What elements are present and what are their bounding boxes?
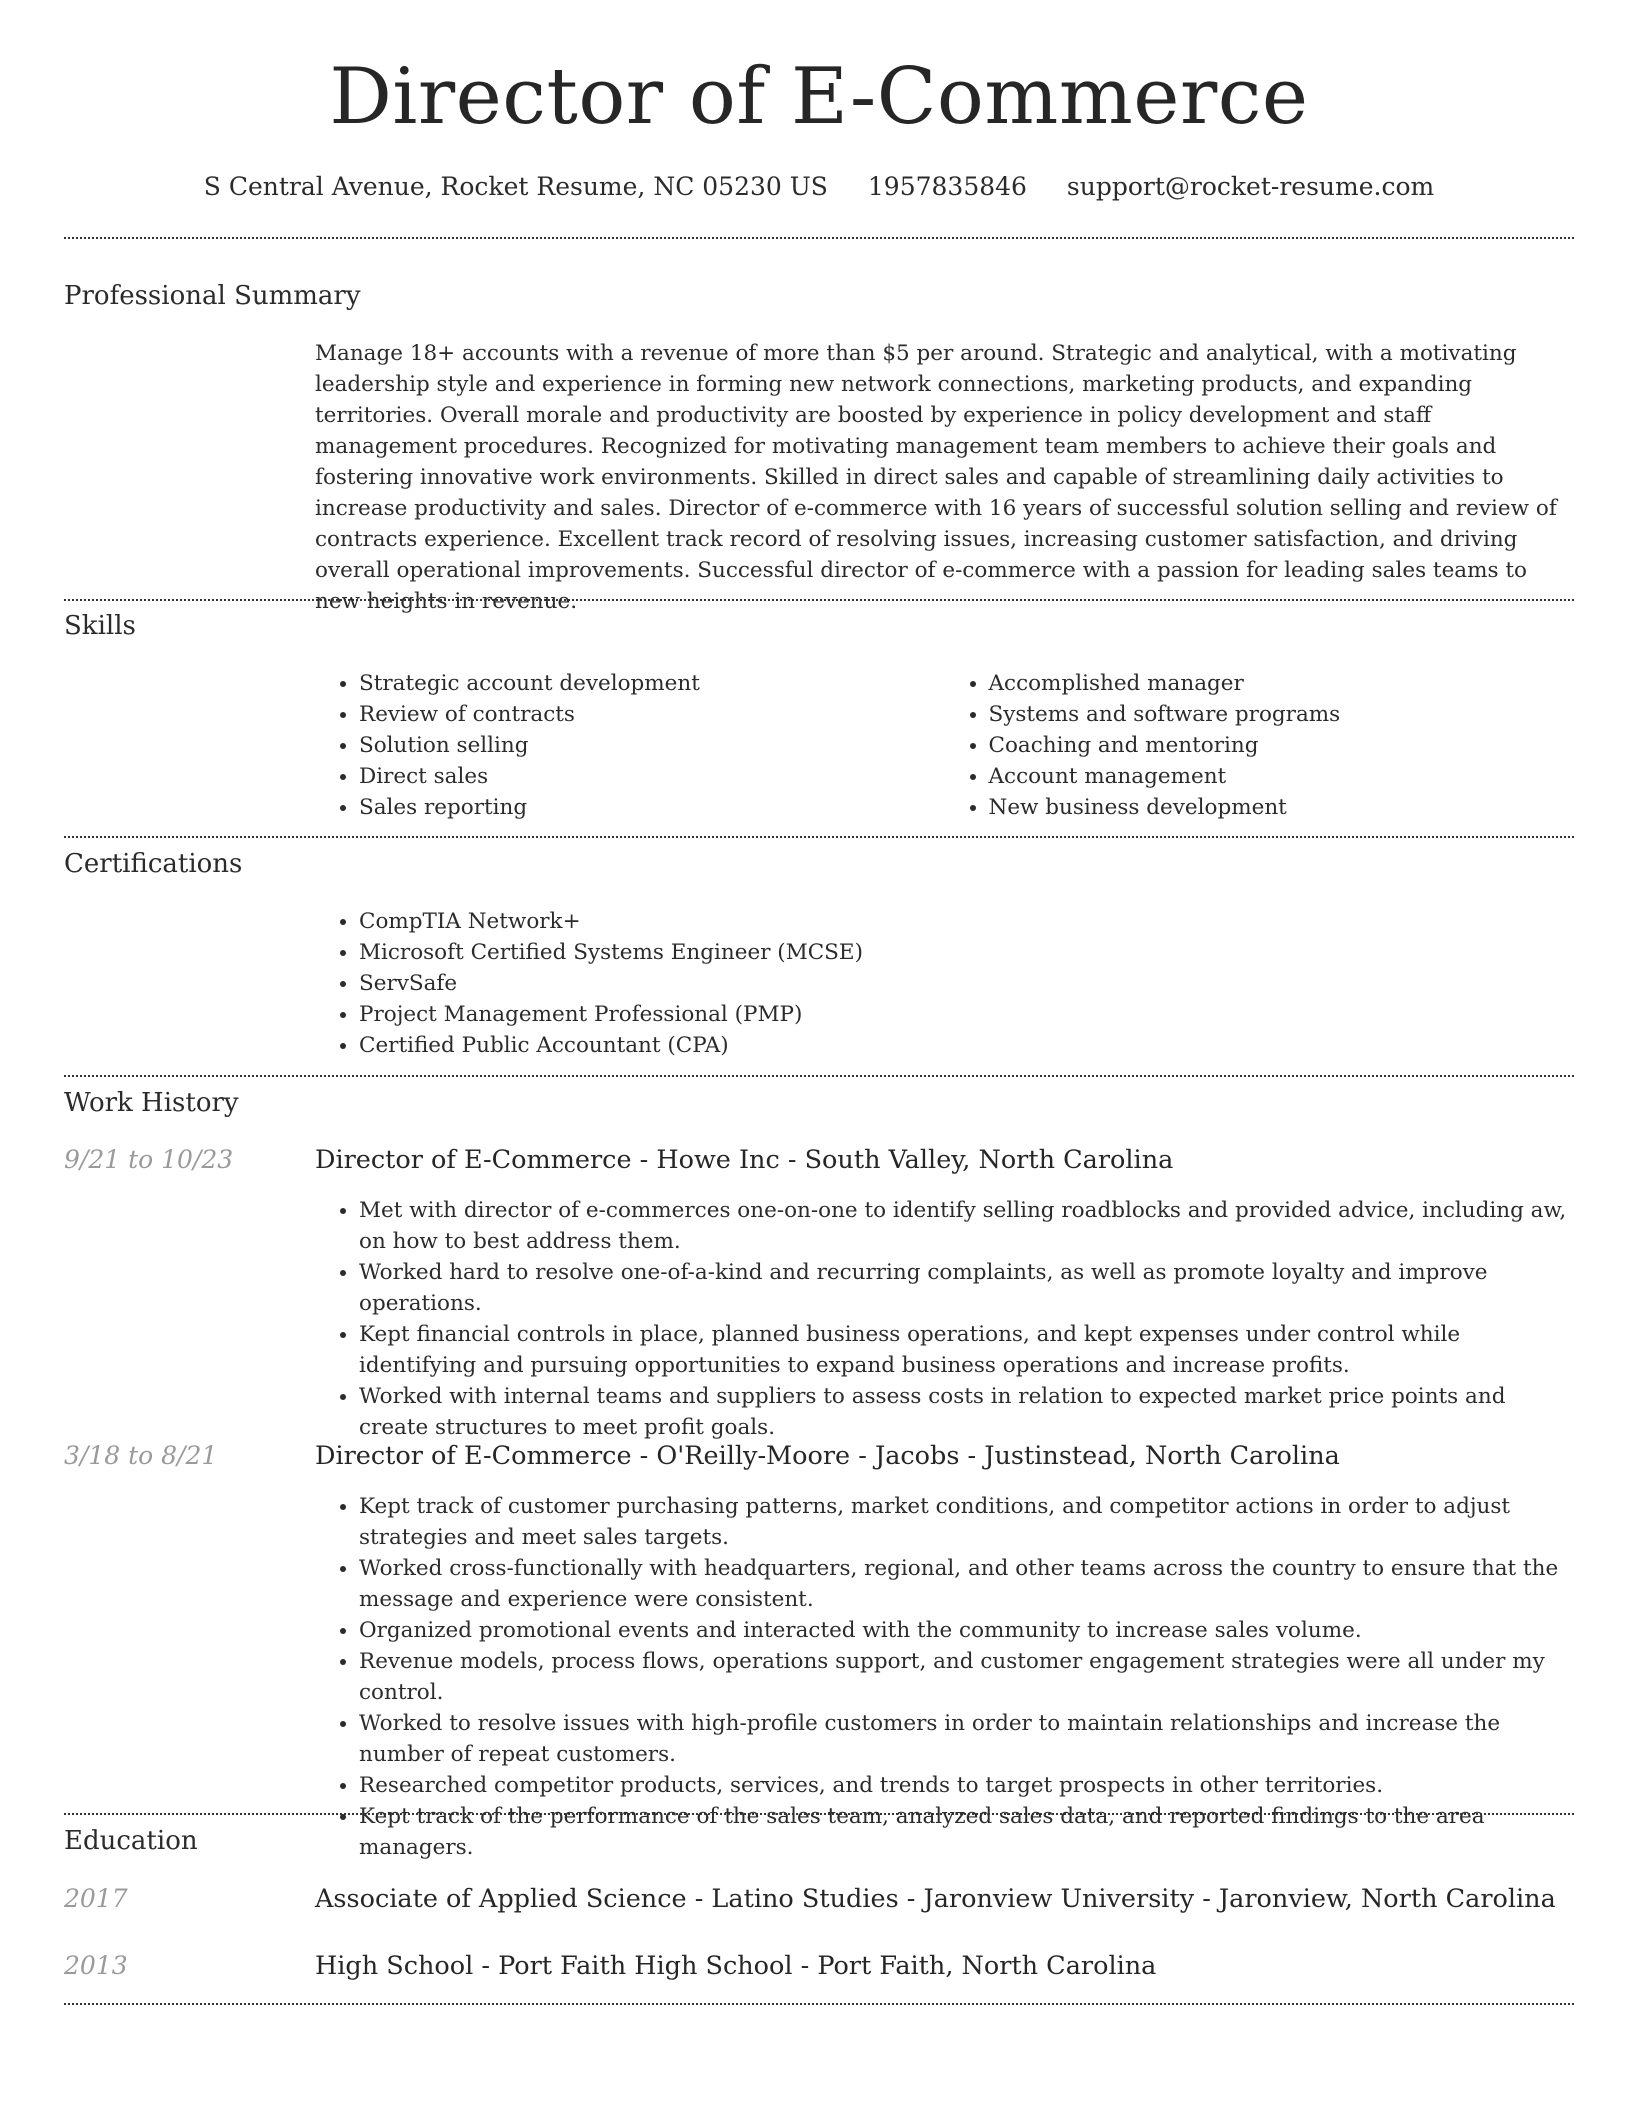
job-bullet: • Organized promotional events and interacted with the community to increase sales volume.: [359, 1615, 1574, 1646]
job-bullet: • Worked to resolve issues with high-profile customers in order to maintain relationships and increase the number of repeat customers.: [359, 1708, 1574, 1770]
job-bullet: • Kept track of customer purchasing patterns, market conditions, and competitor actions in order to adjust strategies and meet sales targets.: [359, 1491, 1574, 1553]
education-year: 2017: [64, 1884, 128, 1913]
contact-line: [64, 172, 1574, 201]
certification-item: • CompTIA Network+: [359, 906, 1574, 937]
contact-phone: 1957835846: [867, 172, 1027, 201]
certification-item: • Project Management Professional (PMP): [359, 999, 1574, 1030]
skills-list-right: [945, 668, 1575, 823]
certifications-section: [315, 906, 1574, 1061]
divider: [64, 599, 1574, 601]
job-bullet: • Researched competitor products, services, and trends to target prospects in other territories.: [359, 1770, 1574, 1801]
skill-item: • New business development: [989, 792, 1575, 823]
job-heading: Director of E-Commerce - O'Reilly-Moore - Jacobs - Justinstead, North Carolina: [315, 1441, 1340, 1471]
job-details: [315, 1195, 1574, 1443]
divider: [64, 836, 1574, 838]
job-heading: Director of E-Commerce - Howe Inc - South Valley, North Carolina: [315, 1145, 1174, 1175]
skill-item: • Direct sales: [359, 761, 945, 792]
skill-item: • Account management: [989, 761, 1575, 792]
education-degree: High School: [315, 1951, 474, 1981]
summary-section: [315, 338, 1574, 617]
divider: [64, 1813, 1574, 1815]
certification-item: • Certified Public Accountant (CPA): [359, 1030, 1574, 1061]
job-bullet: • Kept track of the performance of the sales team, analyzed sales data, and reported findings to the area managers.: [359, 1801, 1574, 1863]
work-history-heading: Work History: [64, 1088, 239, 1118]
job-bullet: • Met with director of e-commerces one-on-one to identify selling roadblocks and provided advice, including aw, on how to best address them.: [359, 1195, 1574, 1257]
job-bullet: • Revenue models, process flows, operations support, and customer engagement strategies were all under my control.: [359, 1646, 1574, 1708]
certifications-heading: Certifications: [64, 849, 243, 879]
job-dates: 3/18 to 8/21: [64, 1441, 218, 1470]
job-bullet: • Worked cross-functionally with headquarters, regional, and other teams across the country to ensure that the message and experience were consistent.: [359, 1553, 1574, 1615]
job-bullet: • Worked with internal teams and suppliers to assess costs in relation to expected market price points and create structures to meet profit goals.: [359, 1381, 1574, 1443]
skill-item: • Sales reporting: [359, 792, 945, 823]
skill-item: • Strategic account development: [359, 668, 945, 699]
education-entry: [315, 1884, 1556, 1914]
divider: [64, 1075, 1574, 1077]
education-detail: - Latino Studies - Jaronview University - Jaronview, North Carolina: [686, 1884, 1556, 1914]
summary-text: Manage 18+ accounts with a revenue of more than $5 per around. Strategic and analytical, with a motivating leadership style and experience in forming new network connections, marketing products, and expanding territories. Overall morale and productivity are boosted by experience in policy development and staff management procedures. Recognized for motivating management team members to achieve their goals and fostering innovative work environments. Skilled in direct sales and capable of streamlining daily activities to increase productivity and sales. Director of e-commerce with 16 years of successful solution selling and review of contracts experience. Excellent track record of resolving issues, increasing customer satisfaction, and driving overall operational improvements. Successful director of e-commerce with a passion for leading sales teams to new heights in revenue.: [315, 341, 1557, 614]
education-detail: - Port Faith High School - Port Faith, North Carolina: [473, 1951, 1157, 1981]
skills-list-left: [315, 668, 945, 823]
education-entry: [315, 1951, 1156, 1981]
education-heading: Education: [64, 1826, 198, 1856]
certifications-list: [315, 906, 1574, 1061]
summary-heading: Professional Summary: [64, 281, 361, 311]
job-bullets: [315, 1195, 1574, 1443]
job-details: [315, 1491, 1574, 1863]
divider: [64, 2003, 1574, 2005]
job-bullet: • Worked hard to resolve one-of-a-kind and recurring complaints, as well as promote loyalty and improve operations.: [359, 1257, 1574, 1319]
contact-address: S Central Avenue, Rocket Resume, NC 05230 US: [203, 172, 828, 201]
job-bullets: [315, 1491, 1574, 1863]
contact-email: support@rocket-resume.com: [1066, 172, 1435, 201]
skill-item: • Systems and software programs: [989, 699, 1575, 730]
education-year: 2013: [64, 1951, 128, 1980]
job-dates: 9/21 to 10/23: [64, 1145, 234, 1174]
skills-heading: Skills: [64, 611, 136, 641]
resume-name: Director of E-Commerce: [329, 52, 1309, 142]
certification-item: • Microsoft Certified Systems Engineer (MCSE): [359, 937, 1574, 968]
certification-item: • ServSafe: [359, 968, 1574, 999]
skill-item: • Accomplished manager: [989, 668, 1575, 699]
skill-item: • Review of contracts: [359, 699, 945, 730]
skill-item: • Solution selling: [359, 730, 945, 761]
education-degree: Associate of Applied Science: [315, 1884, 687, 1914]
job-bullet: • Kept financial controls in place, planned business operations, and kept expenses under control while identifying and pursuing opportunities to expand business operations and increase profits.: [359, 1319, 1574, 1381]
skill-item: • Coaching and mentoring: [989, 730, 1575, 761]
divider: [64, 237, 1574, 239]
skills-section: [315, 668, 1574, 823]
